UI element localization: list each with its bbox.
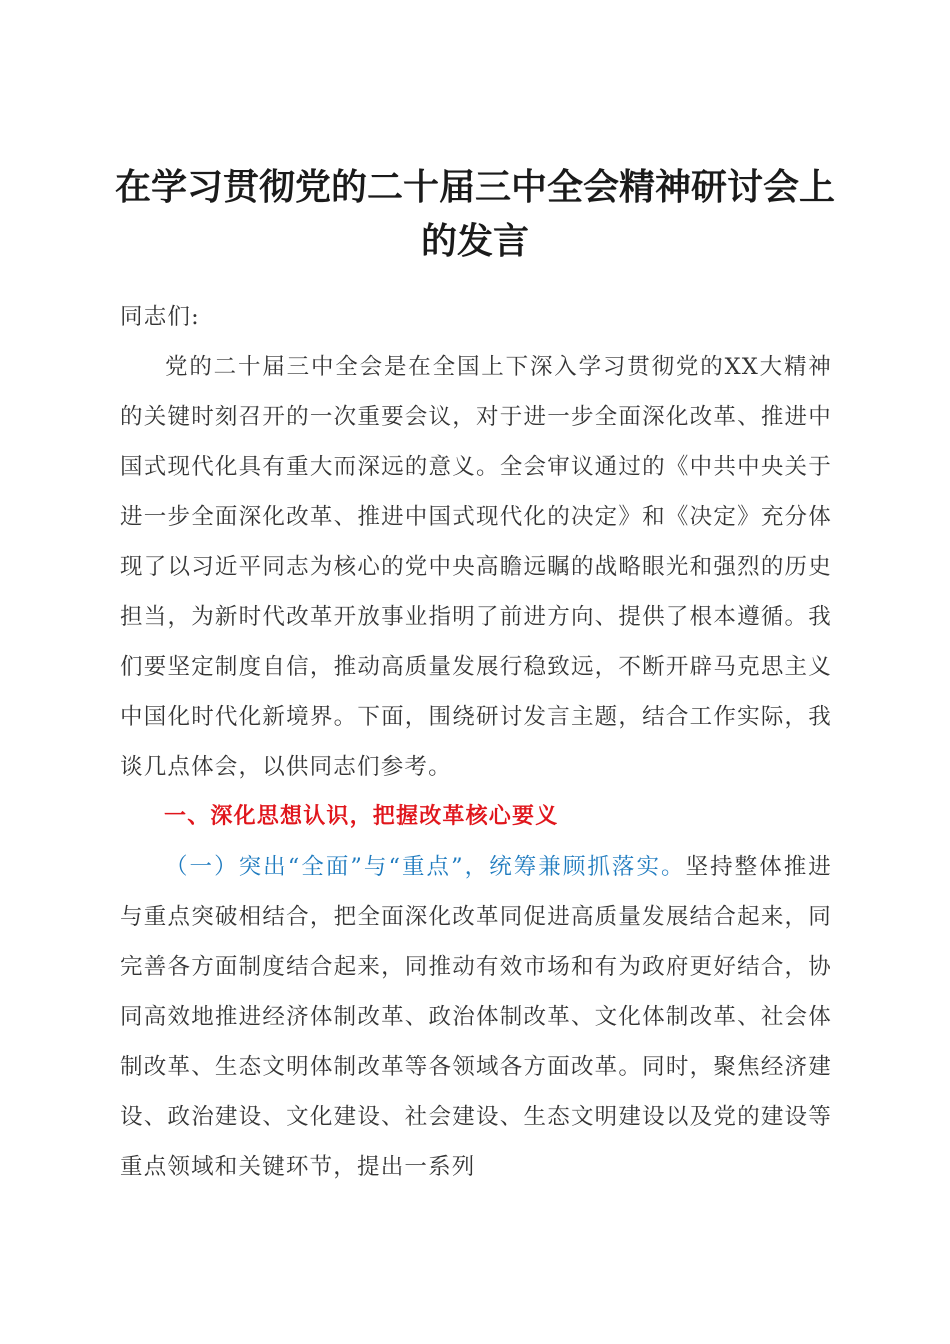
subsection-text-1: 坚持整体推进与重点突破相结合，把全面深化改革同促进高质量发展结合起来，同完善各方面制度结合起来，同推动有效市场和有为政府更好结合，协同高效地推进经济体制改革、政治体制改革、文化体制改革、社会体制改革、生态文明体制改革等各领域各方面改革。同时，聚焦经济建设、政治建设、文化建设、社会建设、生态文明建设以及党的建设等重点领域和关键环节，提出一系列 — [120, 854, 832, 1180]
document-title — [100, 160, 850, 268]
subsection-paragraph-1 — [120, 842, 832, 1192]
document-body — [120, 292, 832, 1192]
intro-paragraph: 党的二十届三中全会是在全国上下深入学习贯彻党的XX大精神的关键时刻召开的一次重要会议，对于进一步全面深化改革、推进中国式现代化具有重大而深远的意义。全会审议通过的《中共中央关于进一步全面深化改革、推进中国式现代化的决定》和《决定》充分体现了以习近平同志为核心的党中央高瞻远瞩的战略眼光和强烈的历史担当，为新时代改革开放事业指明了前进方向、提供了根本遵循。我们要坚定制度自信，推动高质量发展行稳致远，不断开辟马克思主义中国化时代化新境界。下面，围绕研讨发言主题，结合工作实际，我谈几点体会，以供同志们参考。 — [120, 354, 832, 780]
subsection-heading-1: （一）突出“全面”与“重点”，统筹兼顾抓落实。 — [165, 854, 686, 880]
title-line-1: 在学习贯彻党的二十届三中全会精神研讨会上 — [114, 166, 835, 208]
salutation: 同志们: — [120, 304, 200, 330]
title-line-2: 的发言 — [420, 220, 529, 262]
section-heading-1: 一、深化思想认识，把握改革核心要义 — [164, 804, 559, 829]
